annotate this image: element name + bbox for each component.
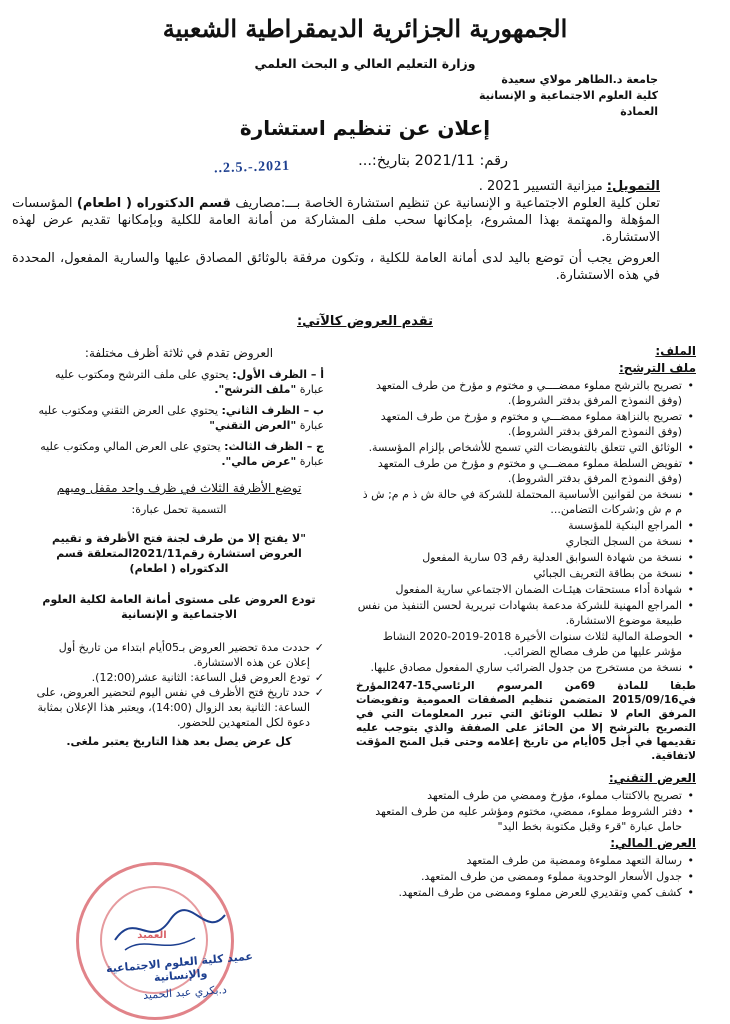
- list-item: • تصريح بالاكتتاب مملوء، مؤرخ وممضي من طرف المتعهد: [356, 788, 682, 803]
- list-item: • تفويض السلطة مملوء ممضـــي و مختوم و مؤرخ من طرف المتعهد (وفق النموذج المرفق بدفتر الشروط).: [356, 456, 682, 486]
- label-phrase: التسمية تحمل عبارة:: [131, 503, 227, 516]
- candidacy-label: ملف الترشح:: [618, 361, 696, 375]
- list-item: • الحوصلة المالية لثلاث سنوات الأخيرة 2018-2019-2020 النشاط مؤشر عليها من طرف مصالح الضرائب.: [356, 629, 682, 659]
- list-item: • نسخة من بطاقة التعريف الجبائي: [356, 566, 682, 581]
- envelope-3: ج – الظرف الثالث: يحتوي على العرض المالي ومكتوب عليه عبارة "عرض مالي".: [40, 440, 324, 468]
- list-item: • الوثائق التي تتعلق بالتفويضات التي تسمح للأشخاص بإلزام المؤسسة.: [356, 440, 682, 455]
- signatory-name: د.بكري عبد الحميد: [142, 983, 228, 1002]
- intro-paragraph-1-rest: المؤسسات المؤهلة والمهتمة بهذا المشروع، بإمكانها سحب ملف المشاركة من أمانة العامة للكلية وبإمكانها تقديم عرض لهذه الاستشارة.: [12, 196, 660, 245]
- list-item: • شهادة أداء مستحقات هيئـات الضمان الاجتماعي سارية المفعول: [356, 582, 682, 597]
- deadlines-list: [34, 640, 324, 730]
- reference-number: رقم: 2021/11 بتاريخ:...: [358, 153, 508, 169]
- technical-offer-list: [356, 788, 696, 834]
- candidacy-list: [356, 378, 696, 675]
- faculty-name: كلية العلوم الاجتماعية و الإنسانية: [478, 89, 658, 102]
- list-item: ✓ حددت مدة تحضير العروض بـ05أيام ابتداء من تاريخ أول إعلان عن هذه الاستشارة.: [34, 640, 310, 670]
- funding-label: التمويل:: [606, 179, 660, 194]
- list-item: • رسالة التعهد مملوءة وممضية من طرف المتعهد: [356, 853, 682, 868]
- late-offer-note: كل عرض يصل بعد هذا التاريخ يعتبر ملغى.: [66, 735, 292, 748]
- republic-title: الجمهورية الجزائرية الديمقراطية الشعبية: [162, 14, 568, 43]
- intro-paragraph-1: تعلن كلية العلوم الاجتماعية و الإنسانية عن تنظيم استشارة الخاصة بـــ:مصاريف: [230, 196, 660, 211]
- financial-offer-label: العرض المالي:: [610, 836, 696, 850]
- document-title: إعلان عن تنظيم استشارة: [239, 116, 491, 140]
- university-name: جامعة د.الطاهر مولاي سعيدة: [501, 73, 658, 86]
- file-label: الملف:: [655, 344, 696, 358]
- list-item: • دفتر الشروط مملوء، ممضي، مختوم ومؤشر عليه من طرف المتعهد حامل عبارة "قرء وقبل مكتوبة بخط اليد": [356, 804, 682, 834]
- envelopes-intro: العروض تقدم في ثلاثة أظرف مختلفة:: [84, 346, 274, 360]
- intro-subject: قسم الدكتوراه ( اطعام): [76, 196, 231, 211]
- ministry-name: وزارة التعليم العالي و البحث العلمي: [254, 56, 476, 71]
- list-item: • تصريح بالنزاهة مملوء ممضـــي و مختوم و مؤرخ من طرف المتعهد (وفق النموذج المرفق بدفتر الشروط).: [356, 409, 682, 439]
- list-item: • نسخة من لقوانين الأساسية المحتملة للشركة في حالة ش ذ م م; ش ذ م م ش و;شركات التضامن...: [356, 487, 682, 517]
- technical-offer-label: العرض التقني:: [608, 771, 696, 785]
- outer-envelope-note: توضع الأظرفة الثلاث في ظرف واحد مقفل ومبهم: [56, 481, 302, 495]
- deposit-location: تودع العروض على مستوى أمانة العامة لكلية العلوم الاجتماعية و الإنسانية: [42, 593, 316, 621]
- signature-scribble-icon: [110, 900, 230, 960]
- envelope-2: ب – الظرف الثاني: يحتوي على العرض التقني ومكتوب عليه عبارة "العرض التقني": [38, 404, 324, 432]
- list-item: • تصريح بالترشح مملوء ممضــــي و مختوم و مؤرخ من طرف المتعهد (وفق النموذج المرفق بدفتر الشروط).: [356, 378, 682, 408]
- list-item: ✓ تودع العروض قبل الساعة: الثانية عشر(12:00).: [34, 670, 310, 685]
- list-item: ✓ حدد تاريخ فتح الأظرف في نفس اليوم لتحضير العروض، على الساعة: الثانية بعد الزوال (14:00)، ويعتبر هذا الإعلان بمثابة دعوة لكل المتعهدين للحضور.: [34, 685, 310, 730]
- list-item: • نسخة من مستخرج من جدول الضرائب ساري المفعول مصادق عليها.: [356, 660, 682, 675]
- stamped-date: 2021.-.2.5..: [213, 158, 291, 177]
- list-item: • نسخة من شهادة السوابق العدلية رقم 03 سارية المفعول: [356, 550, 682, 565]
- financial-offer-list: [356, 853, 696, 900]
- intro-section: [12, 178, 660, 284]
- list-item: • المراجع المهنية للشركة مدعمة بشهادات تبريرية لحسن التنفيذ من نفس طبيعة موضوع الاستشارة.: [356, 598, 682, 628]
- institution-block: [479, 72, 658, 120]
- list-item: • المراجع البنكية للمؤسسة: [356, 518, 682, 533]
- offers-header: تقدم العروض كالآتي:: [296, 314, 433, 329]
- list-item: • جدول الأسعار الوحدوية مملوء وممضى من طرف المتعهد.: [356, 869, 682, 884]
- deanship-name: العمادة: [620, 105, 658, 118]
- list-item: • كشف كمي وتقديري للعرض مملوء وممضى من طرف المتعهد.: [356, 885, 682, 900]
- funding-value: ميزانية التسيير 2021 .: [478, 179, 607, 194]
- legal-note: طبقا للمادة 69من المرسوم الرئاسي15-247المؤرخ في2015/09/16 المتضمن تنظيم الصفقات العمومية وتفويضات المرفق العام لا تطلب الوثائق التي تبرر المعلومات التي في التصريح بالترشح إلا من الحائز على الصفقة والذي يتوجب عليه تقديمها في أجل 05أيام من تاريخ إعلامه وحتى قبل المنح المؤقت لاتفاقية.: [356, 680, 696, 762]
- list-item: • نسخة من السجل التجاري: [356, 534, 682, 549]
- do-not-open-phrase: "لا يفتح إلا من طرف لجنة فتح الأظرفة و تقييم العروض استشارة رقم2021/11المتعلقة قسم الدكتوراه ( اطعام): [52, 532, 306, 575]
- stamp-label: العميد: [137, 930, 167, 941]
- submission-column: [34, 346, 324, 755]
- intro-paragraph-2: العروض يجب أن توضع باليد لدى أمانة العامة للكلية ، وتكون مرفقة بالوثائق المصادق عليها والسارية المفعول، المحددة في هذه الاستشارة.: [12, 251, 660, 283]
- envelope-1: أ – الظرف الأول: يحتوي على ملف الترشح ومكتوب عليه عبارة "ملف الترشح".: [55, 368, 324, 396]
- signatory-title: عميد كلية العلوم الاجتماعية والإنسانية: [105, 949, 254, 985]
- requirements-column: [356, 342, 696, 901]
